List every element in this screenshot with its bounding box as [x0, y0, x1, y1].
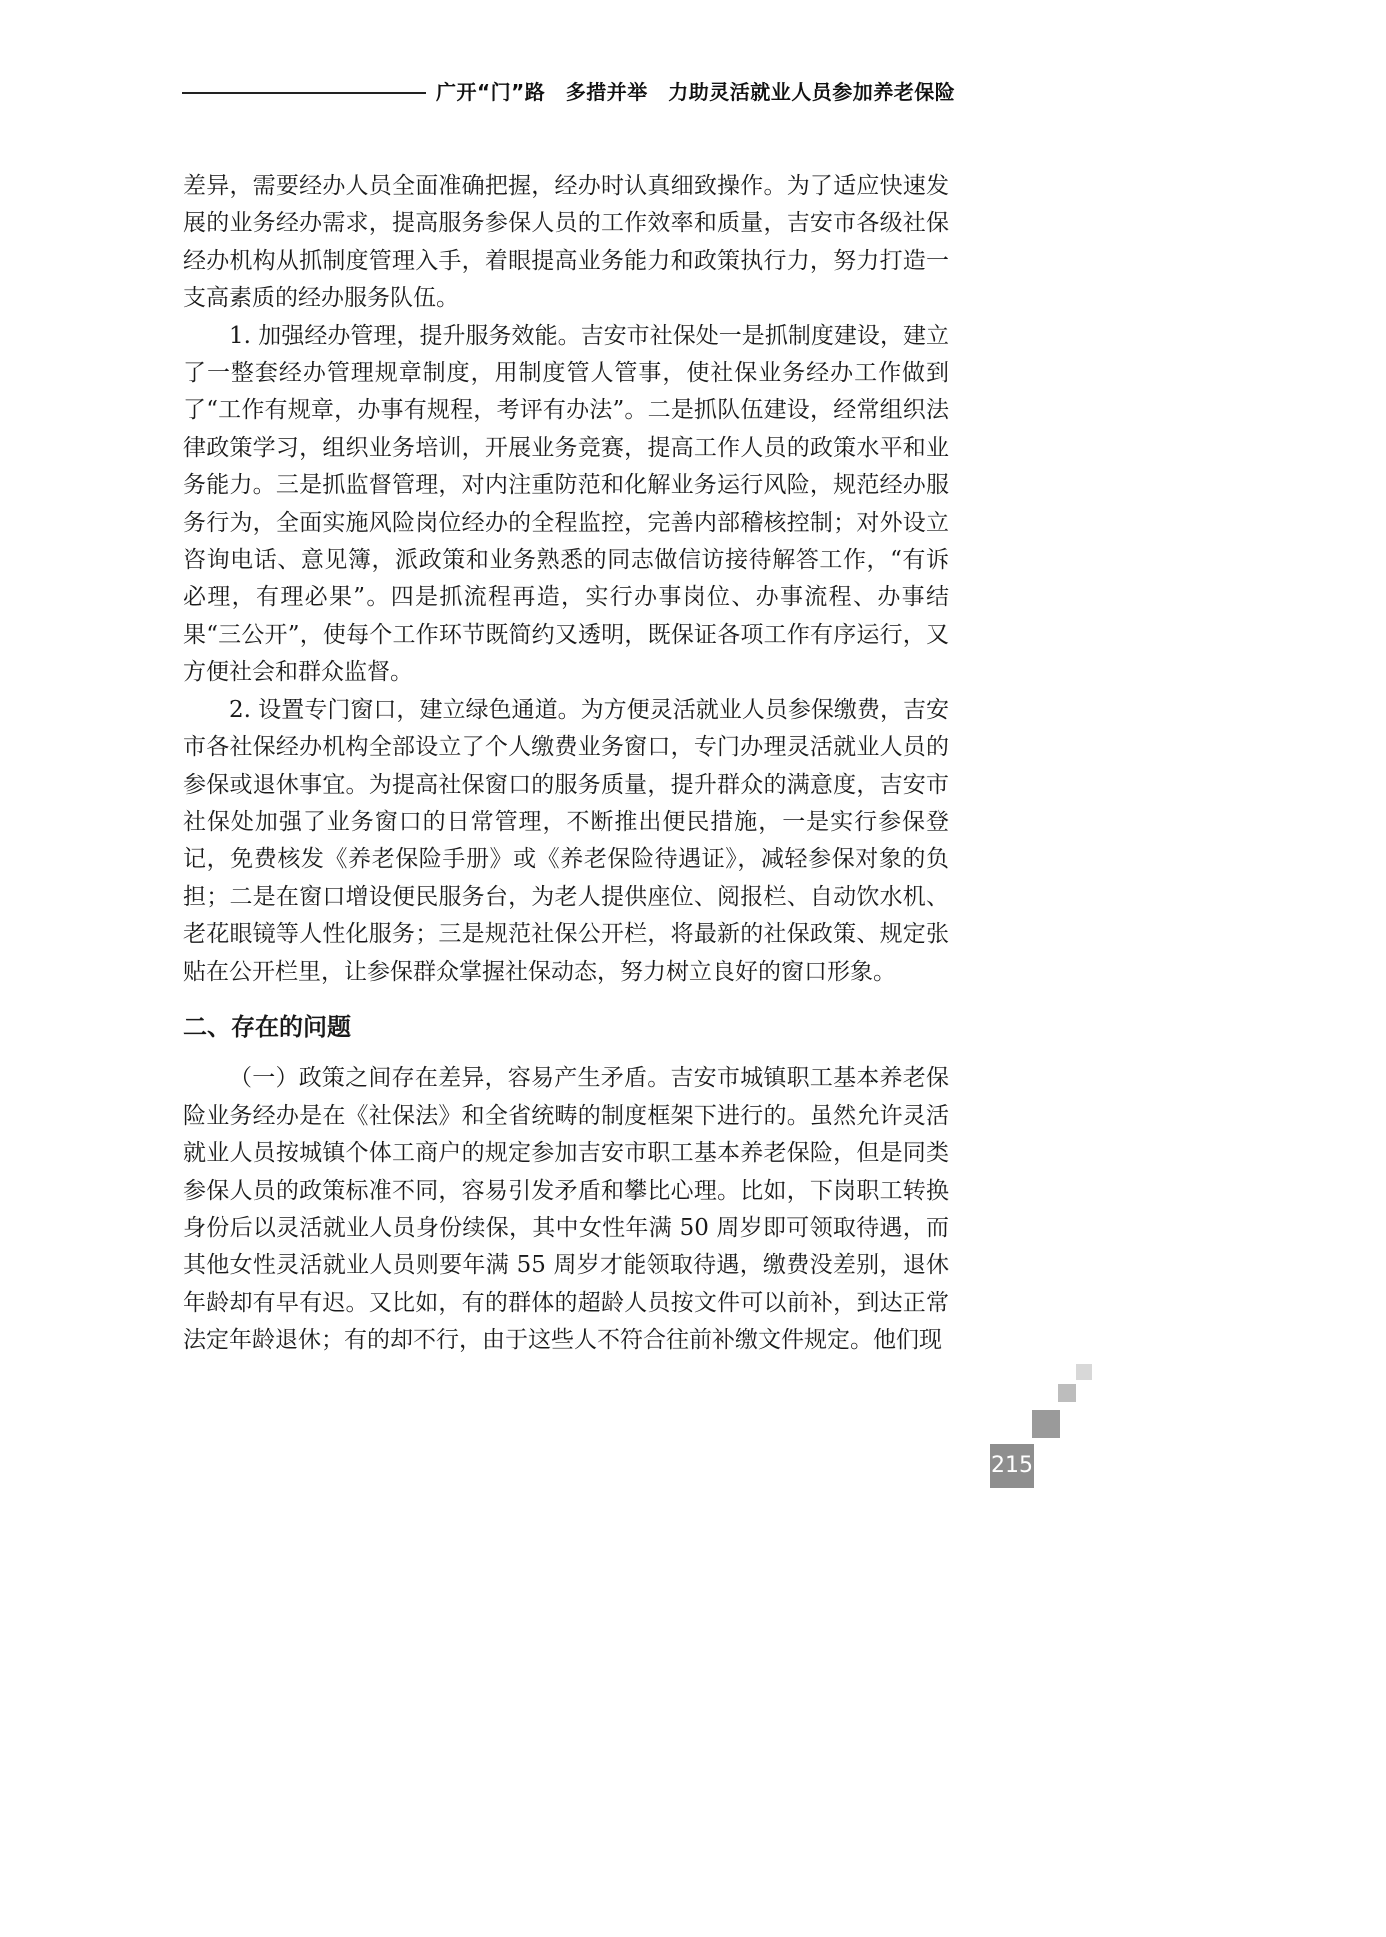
- paragraph-item-1: 1. 加强经办管理，提升服务效能。吉安市社保处一是抓制度建设，建立了一整套经办管理规章制度，用制度管人管事，使社保业务经办工作做到了“工作有规章，办事有规程，考评有办法”。二是抓队伍建设，经常组织法律政策学习，组织业务培训，开展业务竞赛，提高工作人员的政策水平和业务能力。三是抓监督管理，对内注重防范和化解业务运行风险，规范经办服务行为，全面实施风险岗位经办的全程监控，完善内部稽核控制；对外设立咨询电话、意见簿，派政策和业务熟悉的同志做信访接待解答工作，“有诉必理，有理必果”。四是抓流程再造，实行办事岗位、办事流程、办事结果“三公开”，使每个工作环节既简约又透明，既保证各项工作有序运行，又方便社会和群众监督。: [183, 322, 949, 686]
- decorative-square-light: [1076, 1364, 1092, 1380]
- paragraph-issue-1: （一）政策之间存在差异，容易产生矛盾。吉安市城镇职工基本养老保险业务经办是在《社保法》和全省统畴的制度框架下进行的。虽然允许灵活就业人员按城镇个体工商户的规定参加吉安市职工基本养老保险，但是同类参保人员的政策标准不同，容易引发矛盾和攀比心理。比如，下岗职工转换身份后以灵活就业人员身份续保，其中女性年满 50 周岁即可领取待遇，而其他女性灵活就业人员则要年满 55 周岁才能领取待遇，缴费没差别，退休年龄却有早有迟。又比如，有的群体的超龄人员按文件可以前补，到达正常法定年龄退休；有的却不行，由于这些人不符合往前补缴文件规定。他们现: [183, 1065, 949, 1354]
- page-number: 215: [990, 1444, 1034, 1488]
- header-rule: [182, 92, 426, 94]
- section-heading: 二、存在的问题: [183, 1012, 351, 1041]
- paragraph-continued: 差异，需要经办人员全面准确把握，经办时认真细致操作。为了适应快速发展的业务经办需求，提高服务参保人员的工作效率和质量，吉安市各级社保经办机构从抓制度管理入手，着眼提高业务能力和政策执行力，努力打造一支高素质的经办服务队伍。: [183, 173, 949, 312]
- paragraph-item-2: 2. 设置专门窗口，建立绿色通道。为方便灵活就业人员参保缴费，吉安市各社保经办机构全部设立了个人缴费业务窗口，专门办理灵活就业人员的参保或退休事宜。为提高社保窗口的服务质量，提升群众的满意度，吉安市社保处加强了业务窗口的日常管理，不断推出便民措施，一是实行参保登记，免费核发《养老保险手册》或《养老保险待遇证》，减轻参保对象的负担；二是在窗口增设便民服务台，为老人提供座位、阅报栏、自动饮水机、老花眼镜等人性化服务；三是规范社保公开栏，将最新的社保政策、规定张贴在公开栏里，让参保群众掌握社保动态，努力树立良好的窗口形象。: [183, 696, 949, 985]
- decorative-square-mid: [1058, 1384, 1076, 1402]
- running-header-title: 广开“门”路 多措并举 力助灵活就业人员参加养老保险: [436, 80, 956, 104]
- body-text: [183, 168, 949, 1360]
- decorative-square-dark: [1032, 1410, 1060, 1438]
